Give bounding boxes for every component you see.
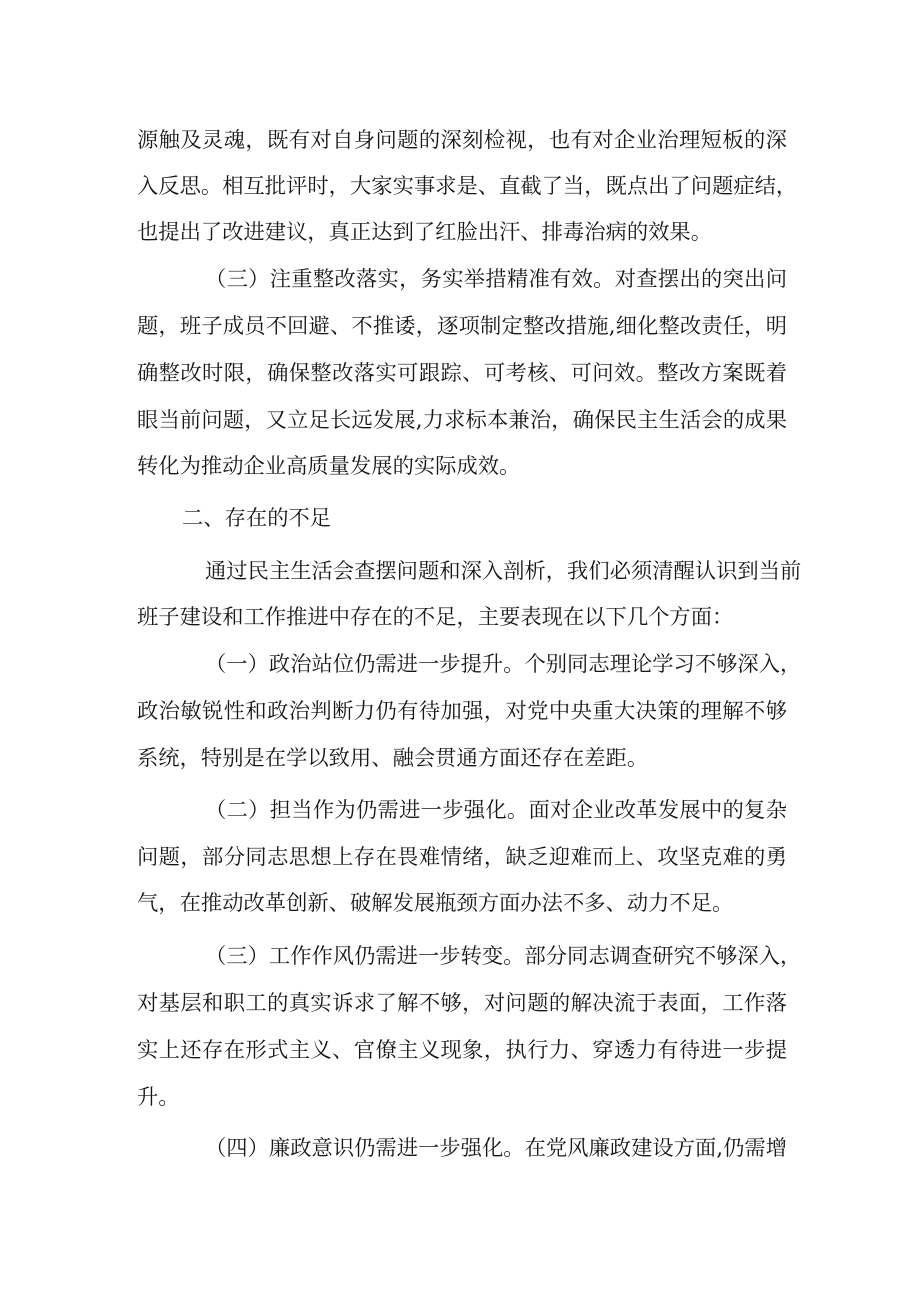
- paragraph-line: 眼当前问题，又立足长远发展,力求标本兼治，确保民主生活会的成果: [137, 408, 787, 433]
- paragraph-line: 题，班子成员不回避、不推诿，逐项制定整改措施,细化整改责任，明: [137, 314, 787, 339]
- paragraph-line: （二）担当作为仍需进一步强化。面对企业改革发展中的复杂: [205, 798, 787, 823]
- section-heading: 二、存在的不足: [182, 506, 332, 531]
- paragraph-line: 班子建设和工作推进中存在的不足，主要表现在以下几个方面：: [137, 605, 734, 630]
- paragraph-line: 系统，特别是在学以致用、融会贯通方面还存在差距。: [137, 746, 649, 771]
- paragraph-line: （三）工作作风仍需进一步转变。部分同志调查研究不够深入，: [205, 944, 802, 969]
- paragraph-line: 政治敏锐性和政治判断力仍有待加强，对党中央重大决策的理解不够: [137, 699, 787, 724]
- paragraph-line: 源触及灵魂，既有对自身问题的深刻检视，也有对企业治理短板的深: [137, 128, 787, 153]
- paragraph-line: 通过民主生活会查摆问题和深入剖析，我们必须清醒认识到当前: [205, 559, 802, 584]
- paragraph-line: 气，在推动改革创新、破解发展瓶颈方面办法不多、动力不足。: [137, 891, 734, 916]
- paragraph-line: 升。: [137, 1085, 180, 1110]
- paragraph-line: 入反思。相互批评时，大家实事求是、直截了当，既点出了问题症结，: [137, 174, 798, 199]
- paragraph-line: 问题，部分同志思想上存在畏难情绪，缺乏迎难而上、攻坚克难的勇: [137, 845, 787, 870]
- paragraph-line: （三）注重整改落实，务实举措精准有效。对查摆出的突出问: [205, 267, 787, 292]
- paragraph-line: 实上还存在形式主义、官僚主义现象，执行力、穿透力有待进一步提: [137, 1038, 787, 1063]
- paragraph-line: 也提出了改进建议，真正达到了红脸出汗、排毒治病的效果。: [137, 220, 713, 245]
- paragraph-line: 确整改时限，确保整改落实可跟踪、可考核、可问效。整改方案既着: [137, 361, 787, 386]
- paragraph-line: （四）廉政意识仍需进一步强化。在党风廉政建设方面,仍需增: [205, 1136, 787, 1161]
- paragraph-line: （一）政治站位仍需进一步提升。个别同志理论学习不够深入，: [205, 652, 802, 677]
- paragraph-line: 转化为推动企业高质量发展的实际成效。: [137, 454, 521, 479]
- paragraph-line: 对基层和职工的真实诉求了解不够，对问题的解决流于表面，工作落: [137, 991, 787, 1016]
